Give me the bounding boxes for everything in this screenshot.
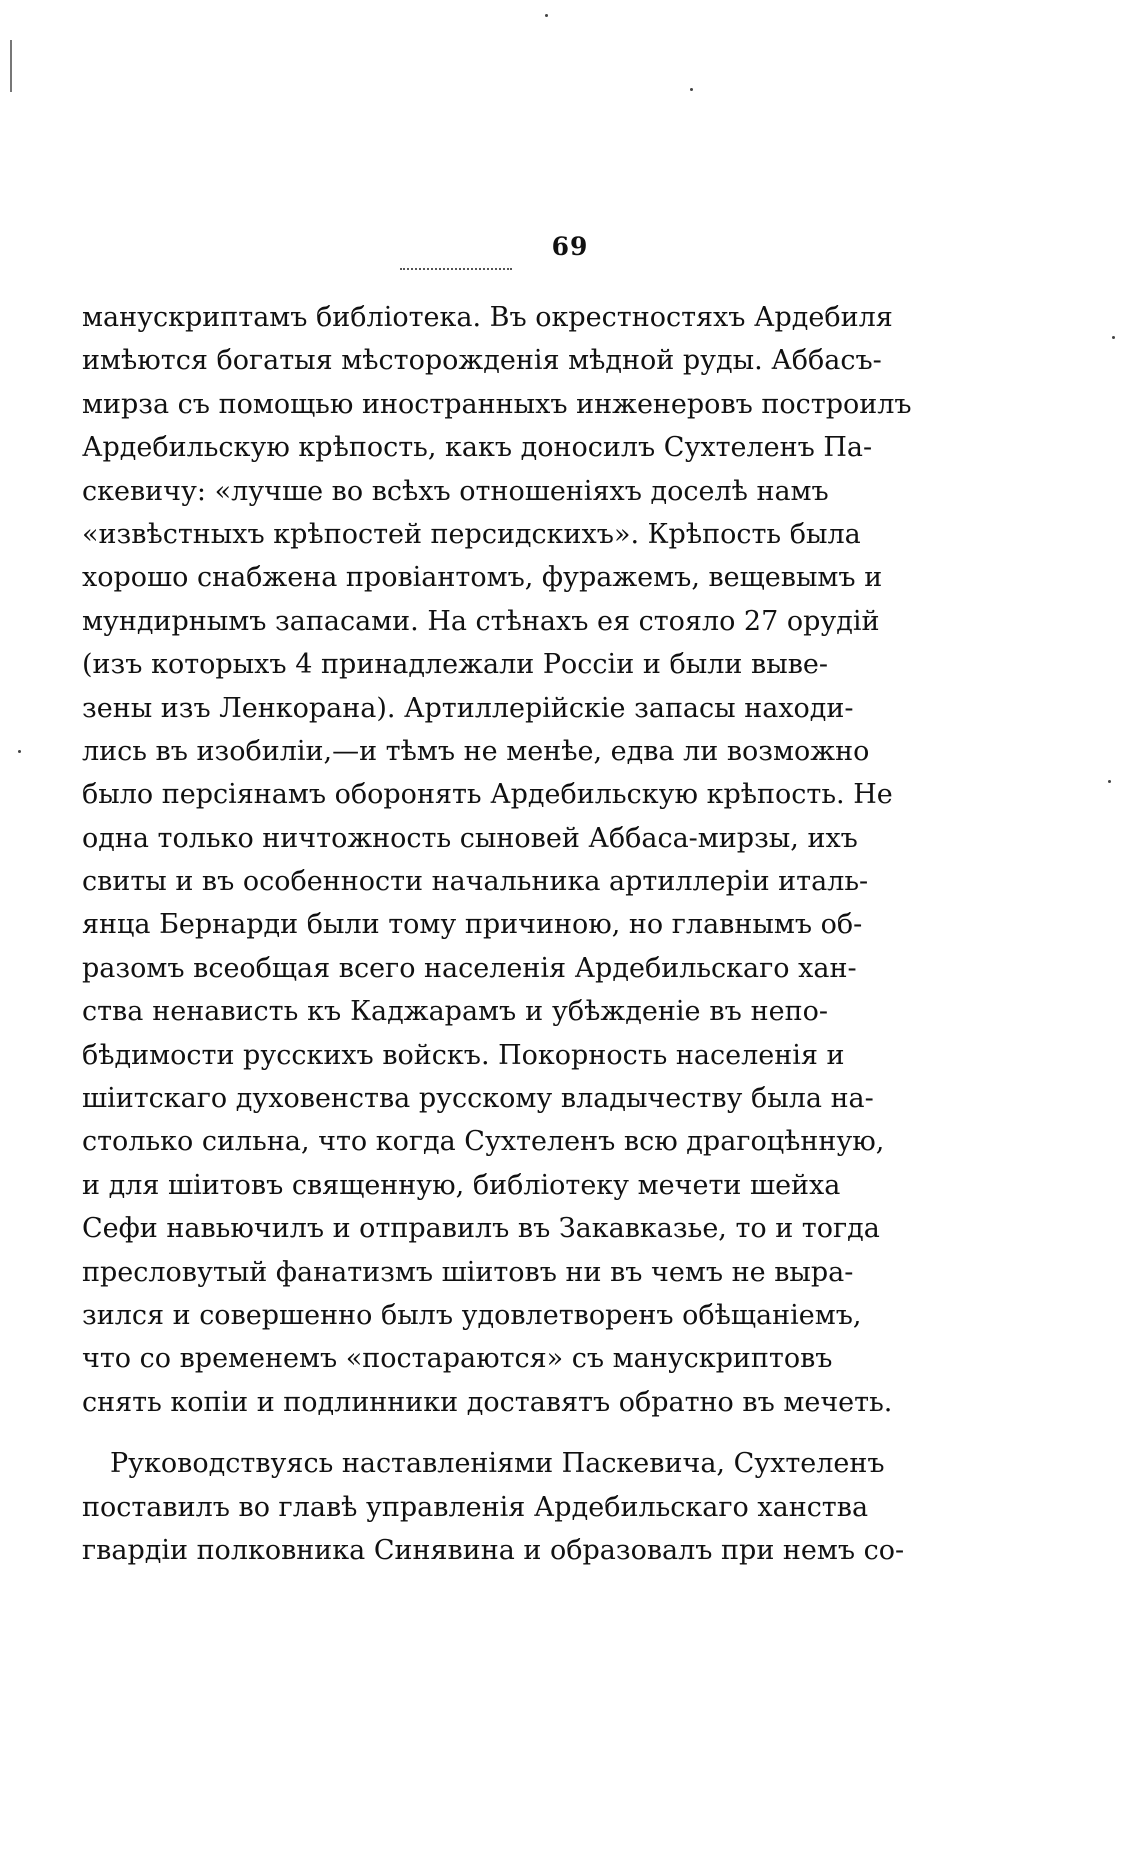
paragraph-gap (82, 1424, 828, 1442)
paper-speck (690, 88, 693, 91)
text-line: шіитскаго духовенства русскому владычеству была на- (82, 1083, 874, 1115)
text-line: поставилъ во главѣ управленія Ардебильскаго ханства (82, 1491, 869, 1523)
text-line: гвардіи полковника Синявина и образовалъ при немъ со- (82, 1534, 905, 1566)
text-line: зены изъ Ленкорана). Артиллерійскіе запасы находи- (82, 692, 854, 724)
paper-speck (1112, 336, 1115, 339)
text-line: столько сильна, что когда Сухтеленъ всю драгоцѣнную, (82, 1126, 885, 1158)
text-line: мундирнымъ запасами. На стѣнахъ ея стояло 27 орудій (82, 605, 880, 637)
text-line: было персіянамъ оборонять Ардебильскую крѣпость. Не (82, 779, 893, 811)
text-line: одна только ничтожность сыновей Аббаса-мирзы, ихъ (82, 822, 858, 854)
text-line: свиты и въ особенности начальника артиллеріи италь- (82, 866, 869, 898)
text-line: снять копіи и подлинники доставятъ обратно въ мечеть. (82, 1386, 893, 1418)
text-line: (изъ которыхъ 4 принадлежали Россіи и были выве- (82, 649, 828, 681)
text-line: скевичу: «лучше во всѣхъ отношеніяхъ доселѣ намъ (82, 475, 829, 507)
paper-speck (1108, 780, 1111, 783)
paragraph (82, 296, 912, 1424)
text-line: Сефи навьючилъ и отправилъ въ Закавказье, то и тогда (82, 1213, 880, 1245)
paragraph (82, 1442, 905, 1572)
paper-speck (545, 14, 548, 17)
text-line: Руководствуясь наставленіями Паскевича, Сухтеленъ (110, 1448, 885, 1480)
text-line: разомъ всеобщая всего населенія Ардебильскаго хан- (82, 952, 857, 984)
text-line: ства ненависть къ Каджарамъ и убѣжденіе въ непо- (82, 996, 828, 1028)
text-line: имѣются богатыя мѣсторожденія мѣдной руды. Аббасъ- (82, 345, 882, 377)
text-line: что со временемъ «постараются» съ манускриптовъ (82, 1343, 833, 1375)
text-line: «извѣстныхъ крѣпостей персидскихъ». Крѣпость была (82, 518, 861, 550)
page-number: 69 (551, 232, 589, 261)
text-line: пресловутый фанатизмъ шіитовъ ни въ чемъ не выра- (82, 1256, 854, 1288)
text-line: Ардебильскую крѣпость, какъ доносилъ Сухтеленъ Па- (82, 432, 873, 464)
text-line: манускриптамъ библіотека. Въ окрестностяхъ Ардебиля (82, 302, 893, 333)
paper-speck (18, 750, 21, 753)
text-line: лись въ изобиліи,—и тѣмъ не менѣе, едва ли возможно (82, 735, 870, 767)
text-line: янца Бернарди были тому причиною, но главнымъ об- (82, 909, 863, 941)
left-edge-mark (10, 40, 12, 92)
text-line: мирза съ помощью иностранныхъ инженеровъ построилъ (82, 388, 912, 420)
header-rule (400, 268, 512, 270)
body-text (82, 296, 912, 1572)
text-line: хорошо снабжена провіантомъ, фуражемъ, вещевымъ и (82, 562, 883, 594)
text-line: и для шіитовъ священную, библіотеку мечети шейха (82, 1169, 841, 1201)
text-line: бѣдимости русскихъ войскъ. Покорность населенія и (82, 1039, 845, 1071)
text-line: зился и совершенно былъ удовлетворенъ обѣщаніемъ, (82, 1299, 862, 1331)
